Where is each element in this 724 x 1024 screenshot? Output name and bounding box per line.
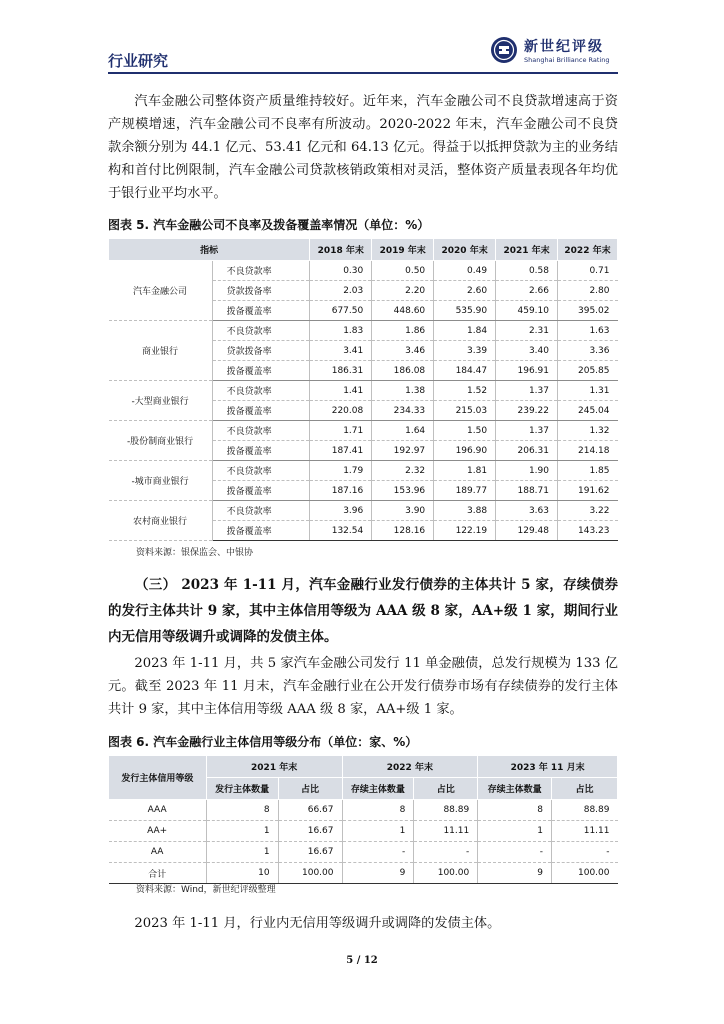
indicator-cell: 不良贷款率: [212, 321, 310, 341]
table6-subheader: 存续主体数量: [478, 778, 552, 800]
value-cell: 1.85: [558, 461, 618, 481]
page-header: [108, 34, 618, 74]
value-cell: 448.60: [372, 301, 434, 321]
value-cell: 196.90: [434, 441, 496, 461]
value-cell: 459.10: [496, 301, 558, 321]
table6-subheader: 占比: [552, 778, 618, 800]
value-cell: 10: [206, 863, 278, 884]
value-cell: 16.67: [278, 842, 342, 863]
value-cell: 1.38: [372, 381, 434, 401]
indicator-cell: 不良贷款率: [212, 381, 310, 401]
value-cell: 395.02: [558, 301, 618, 321]
value-cell: 3.90: [372, 501, 434, 521]
table-row: [109, 381, 618, 401]
indicator-cell: 拨备覆盖率: [212, 521, 310, 541]
value-cell: 1: [478, 821, 552, 842]
value-cell: 220.08: [310, 401, 372, 421]
value-cell: 129.48: [496, 521, 558, 541]
value-cell: 0.71: [558, 261, 618, 281]
paragraph-bond-issuance: 2023 年 1-11 月，共 5 家汽车金融公司发行 11 单金融债，总发行规模为 133 亿元。截至 2023 年 11 月末，汽车金融行业在公开发行债券市场有存续债券的发行主体共计 9 家，其中主体信用等级 AAA 级 8 家，AA+级 1 家。: [108, 656, 618, 717]
indicator-cell: 不良贷款率: [212, 421, 310, 441]
value-cell: 188.71: [496, 481, 558, 501]
table5-header-year: 2020 年末: [434, 239, 496, 261]
value-cell: 206.31: [496, 441, 558, 461]
value-cell: 1.84: [434, 321, 496, 341]
value-cell: 1: [342, 821, 414, 842]
value-cell: 0.49: [434, 261, 496, 281]
value-cell: 1.83: [310, 321, 372, 341]
table-row: [109, 421, 618, 441]
value-cell: 66.67: [278, 800, 342, 821]
value-cell: 3.46: [372, 341, 434, 361]
value-cell: 3.88: [434, 501, 496, 521]
value-cell: 0.30: [310, 261, 372, 281]
value-cell: 100.00: [552, 863, 618, 884]
value-cell: 2.31: [496, 321, 558, 341]
value-cell: 1.86: [372, 321, 434, 341]
value-cell: 189.77: [434, 481, 496, 501]
value-cell: 132.54: [310, 521, 372, 541]
value-cell: 8: [478, 800, 552, 821]
rating-level-cell: 合计: [109, 863, 207, 884]
value-cell: 11.11: [552, 821, 618, 842]
table-row: [109, 863, 618, 884]
value-cell: 186.08: [372, 361, 434, 381]
logo-name-cn: 新世纪评级: [524, 39, 604, 55]
value-cell: -: [552, 842, 618, 863]
value-cell: 192.97: [372, 441, 434, 461]
value-cell: 0.50: [372, 261, 434, 281]
table5-caption: 图表 5. 汽车金融公司不良率及拨备覆盖率情况（单位：%）: [108, 218, 430, 232]
indicator-cell: 不良贷款率: [212, 261, 310, 281]
brand-logo: [490, 34, 618, 70]
rating-level-cell: AA: [109, 842, 207, 863]
entity-cell: -股份制商业银行: [109, 421, 213, 461]
logo-name-en: Shanghai Brilliance Rating: [524, 56, 610, 64]
value-cell: 239.22: [496, 401, 558, 421]
value-cell: 1.71: [310, 421, 372, 441]
section-title: 行业研究: [108, 52, 169, 70]
value-cell: 2.60: [434, 281, 496, 301]
indicator-cell: 拨备覆盖率: [212, 301, 310, 321]
value-cell: 191.62: [558, 481, 618, 501]
paragraph-asset-quality: 汽车金融公司整体资产质量维持较好。近年来，汽车金融公司不良贷款增速高于资产规模增速，汽车金融公司不良率有所波动。2020-2022 年末，汽车金融公司不良贷款余额分别为 44.1 亿元、53.41 亿元和 64.13 亿元。得益于以抵押贷款为主的业务结构和首付比例限制，汽车金融公司贷款核销政策相对灵活，整体资产质量表现各年均优于银行业平均水平。: [108, 94, 618, 201]
value-cell: 88.89: [552, 800, 618, 821]
table6-header-period: 2021 年末: [206, 756, 342, 778]
indicator-cell: 拨备覆盖率: [212, 361, 310, 381]
value-cell: 187.16: [310, 481, 372, 501]
section-highlight: （三） 2023 年 1-11 月，汽车金融行业发行债券的主体共计 5 家，存续债券的发行主体共计 9 家，其中主体信用等级为 AAA 级 8 家，AA+级 1 家，期间行业内无信用等级调升或调降的发债主体。: [108, 577, 618, 645]
table-row: [109, 800, 618, 821]
table5-header-indicator: 指标: [109, 239, 310, 261]
table-npl-coverage: [108, 238, 618, 541]
indicator-cell: 拨备覆盖率: [212, 441, 310, 461]
value-cell: 2.03: [310, 281, 372, 301]
value-cell: 1.31: [558, 381, 618, 401]
value-cell: 1.37: [496, 421, 558, 441]
value-cell: 1.79: [310, 461, 372, 481]
value-cell: 9: [342, 863, 414, 884]
value-cell: 186.31: [310, 361, 372, 381]
table6-header-period: 2022 年末: [342, 756, 478, 778]
value-cell: 1.81: [434, 461, 496, 481]
value-cell: 3.39: [434, 341, 496, 361]
value-cell: 88.89: [414, 800, 478, 821]
value-cell: -: [414, 842, 478, 863]
value-cell: 1: [206, 821, 278, 842]
value-cell: 184.47: [434, 361, 496, 381]
value-cell: 1.41: [310, 381, 372, 401]
value-cell: 1.32: [558, 421, 618, 441]
value-cell: -: [342, 842, 414, 863]
table-credit-rating-distribution: [108, 755, 618, 884]
indicator-cell: 不良贷款率: [212, 501, 310, 521]
value-cell: 122.19: [434, 521, 496, 541]
page-number: 5 / 12: [346, 955, 378, 966]
table5-source: 资料来源：银保监会、中银协: [136, 548, 254, 558]
entity-cell: -城市商业银行: [109, 461, 213, 501]
indicator-cell: 拨备覆盖率: [212, 401, 310, 421]
value-cell: 196.91: [496, 361, 558, 381]
value-cell: -: [478, 842, 552, 863]
indicator-cell: 贷款拨备率: [212, 341, 310, 361]
value-cell: 1.64: [372, 421, 434, 441]
value-cell: 2.66: [496, 281, 558, 301]
value-cell: 3.63: [496, 501, 558, 521]
table-row: [109, 461, 618, 481]
value-cell: 3.96: [310, 501, 372, 521]
table6-caption: 图表 6. 汽车金融行业主体信用等级分布（单位：家、%）: [108, 735, 418, 749]
indicator-cell: 拨备覆盖率: [212, 481, 310, 501]
value-cell: 11.11: [414, 821, 478, 842]
value-cell: 205.85: [558, 361, 618, 381]
value-cell: 1.37: [496, 381, 558, 401]
value-cell: 245.04: [558, 401, 618, 421]
table6-source: 资料来源：Wind，新世纪评级整理: [136, 885, 276, 895]
value-cell: 187.41: [310, 441, 372, 461]
table-row: [109, 821, 618, 842]
value-cell: 1: [206, 842, 278, 863]
rating-level-cell: AAA: [109, 800, 207, 821]
table6-header-period: 2023 年 11 月末: [478, 756, 618, 778]
table5-header-year: 2019 年末: [372, 239, 434, 261]
paragraph-no-rating-change: 2023 年 1-11 月，行业内无信用等级调升或调降的发债主体。: [134, 916, 501, 931]
table5-header-row: [109, 239, 618, 261]
table6-header-rating: 发行主体信用等级: [109, 756, 207, 800]
value-cell: 3.41: [310, 341, 372, 361]
value-cell: 153.96: [372, 481, 434, 501]
value-cell: 100.00: [278, 863, 342, 884]
value-cell: 1.50: [434, 421, 496, 441]
value-cell: 1.52: [434, 381, 496, 401]
table6-header-row: [109, 756, 618, 778]
value-cell: 128.16: [372, 521, 434, 541]
value-cell: 2.80: [558, 281, 618, 301]
value-cell: 8: [206, 800, 278, 821]
value-cell: 214.18: [558, 441, 618, 461]
header-rule: [108, 72, 618, 74]
table5-header-year: 2021 年末: [496, 239, 558, 261]
entity-cell: 商业银行: [109, 321, 213, 381]
table6-subheader: 占比: [278, 778, 342, 800]
table-row: [109, 501, 618, 521]
value-cell: 2.32: [372, 461, 434, 481]
indicator-cell: 不良贷款率: [212, 461, 310, 481]
rating-emblem-icon: [490, 36, 518, 64]
value-cell: 143.23: [558, 521, 618, 541]
value-cell: 3.40: [496, 341, 558, 361]
value-cell: 2.20: [372, 281, 434, 301]
value-cell: 0.58: [496, 261, 558, 281]
table6-subheader: 存续主体数量: [342, 778, 414, 800]
table6-subheader: 占比: [414, 778, 478, 800]
table5-header-year: 2018 年末: [310, 239, 372, 261]
value-cell: 1.63: [558, 321, 618, 341]
entity-cell: 汽车金融公司: [109, 261, 213, 321]
value-cell: 234.33: [372, 401, 434, 421]
table6-subheader: 发行主体数量: [206, 778, 278, 800]
value-cell: 9: [478, 863, 552, 884]
rating-level-cell: AA+: [109, 821, 207, 842]
value-cell: 535.90: [434, 301, 496, 321]
table5-header-year: 2022 年末: [558, 239, 618, 261]
value-cell: 100.00: [414, 863, 478, 884]
value-cell: 3.36: [558, 341, 618, 361]
value-cell: 1.90: [496, 461, 558, 481]
entity-cell: -大型商业银行: [109, 381, 213, 421]
value-cell: 677.50: [310, 301, 372, 321]
value-cell: 215.03: [434, 401, 496, 421]
value-cell: 16.67: [278, 821, 342, 842]
value-cell: 8: [342, 800, 414, 821]
table-row: [109, 321, 618, 341]
table-row: [109, 261, 618, 281]
table-row: [109, 842, 618, 863]
value-cell: 3.22: [558, 501, 618, 521]
indicator-cell: 贷款拨备率: [212, 281, 310, 301]
entity-cell: 农村商业银行: [109, 501, 213, 541]
